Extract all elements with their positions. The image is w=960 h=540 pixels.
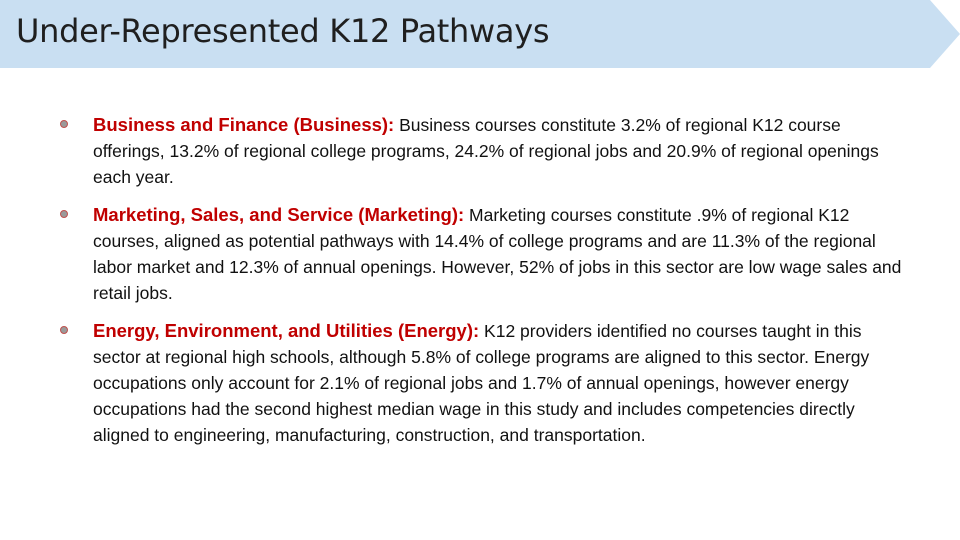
bullet-item-energy: [60, 318, 910, 448]
bullet-heading: Business and Finance (Business):: [93, 114, 395, 135]
bullet-dot-icon: [60, 210, 68, 218]
bullet-heading: Energy, Environment, and Utilities (Energy):: [93, 320, 480, 341]
page-title: Under-Represented K12 Pathways: [16, 12, 550, 50]
bullet-list: [60, 112, 910, 448]
bullet-dot-icon: [60, 326, 68, 334]
title-banner: [0, 0, 960, 68]
bullet-heading: Marketing, Sales, and Service (Marketing):: [93, 204, 465, 225]
bullet-body: Business courses constitute 3.2% of regional K12 course offerings, 13.2% of regional college programs, 24.2% of regional jobs and 20.9% of regional openings each year.: [93, 115, 879, 187]
bullet-item-marketing: [60, 202, 910, 306]
bullet-body: Marketing courses constitute .9% of regional K12 courses, aligned as potential pathways with 14.4% of college programs and are 11.3% of the regional labor market and 12.3% of annual openings. However, 52% of jobs in this sector are low wage sales and retail jobs.: [93, 205, 902, 303]
bullet-body: K12 providers identified no courses taught in this sector at regional high schools, although 5.8% of college programs are aligned to this sector. Energy occupations only account for 2.1% of regional jobs and 1.7% of annual openings, however energy occupations had the second highest median wage in this study and includes competencies directly aligned to engineering, manufacturing, construction, and transportation.: [93, 321, 870, 445]
bullet-dot-icon: [60, 120, 68, 128]
bullet-item-business: [60, 112, 910, 190]
